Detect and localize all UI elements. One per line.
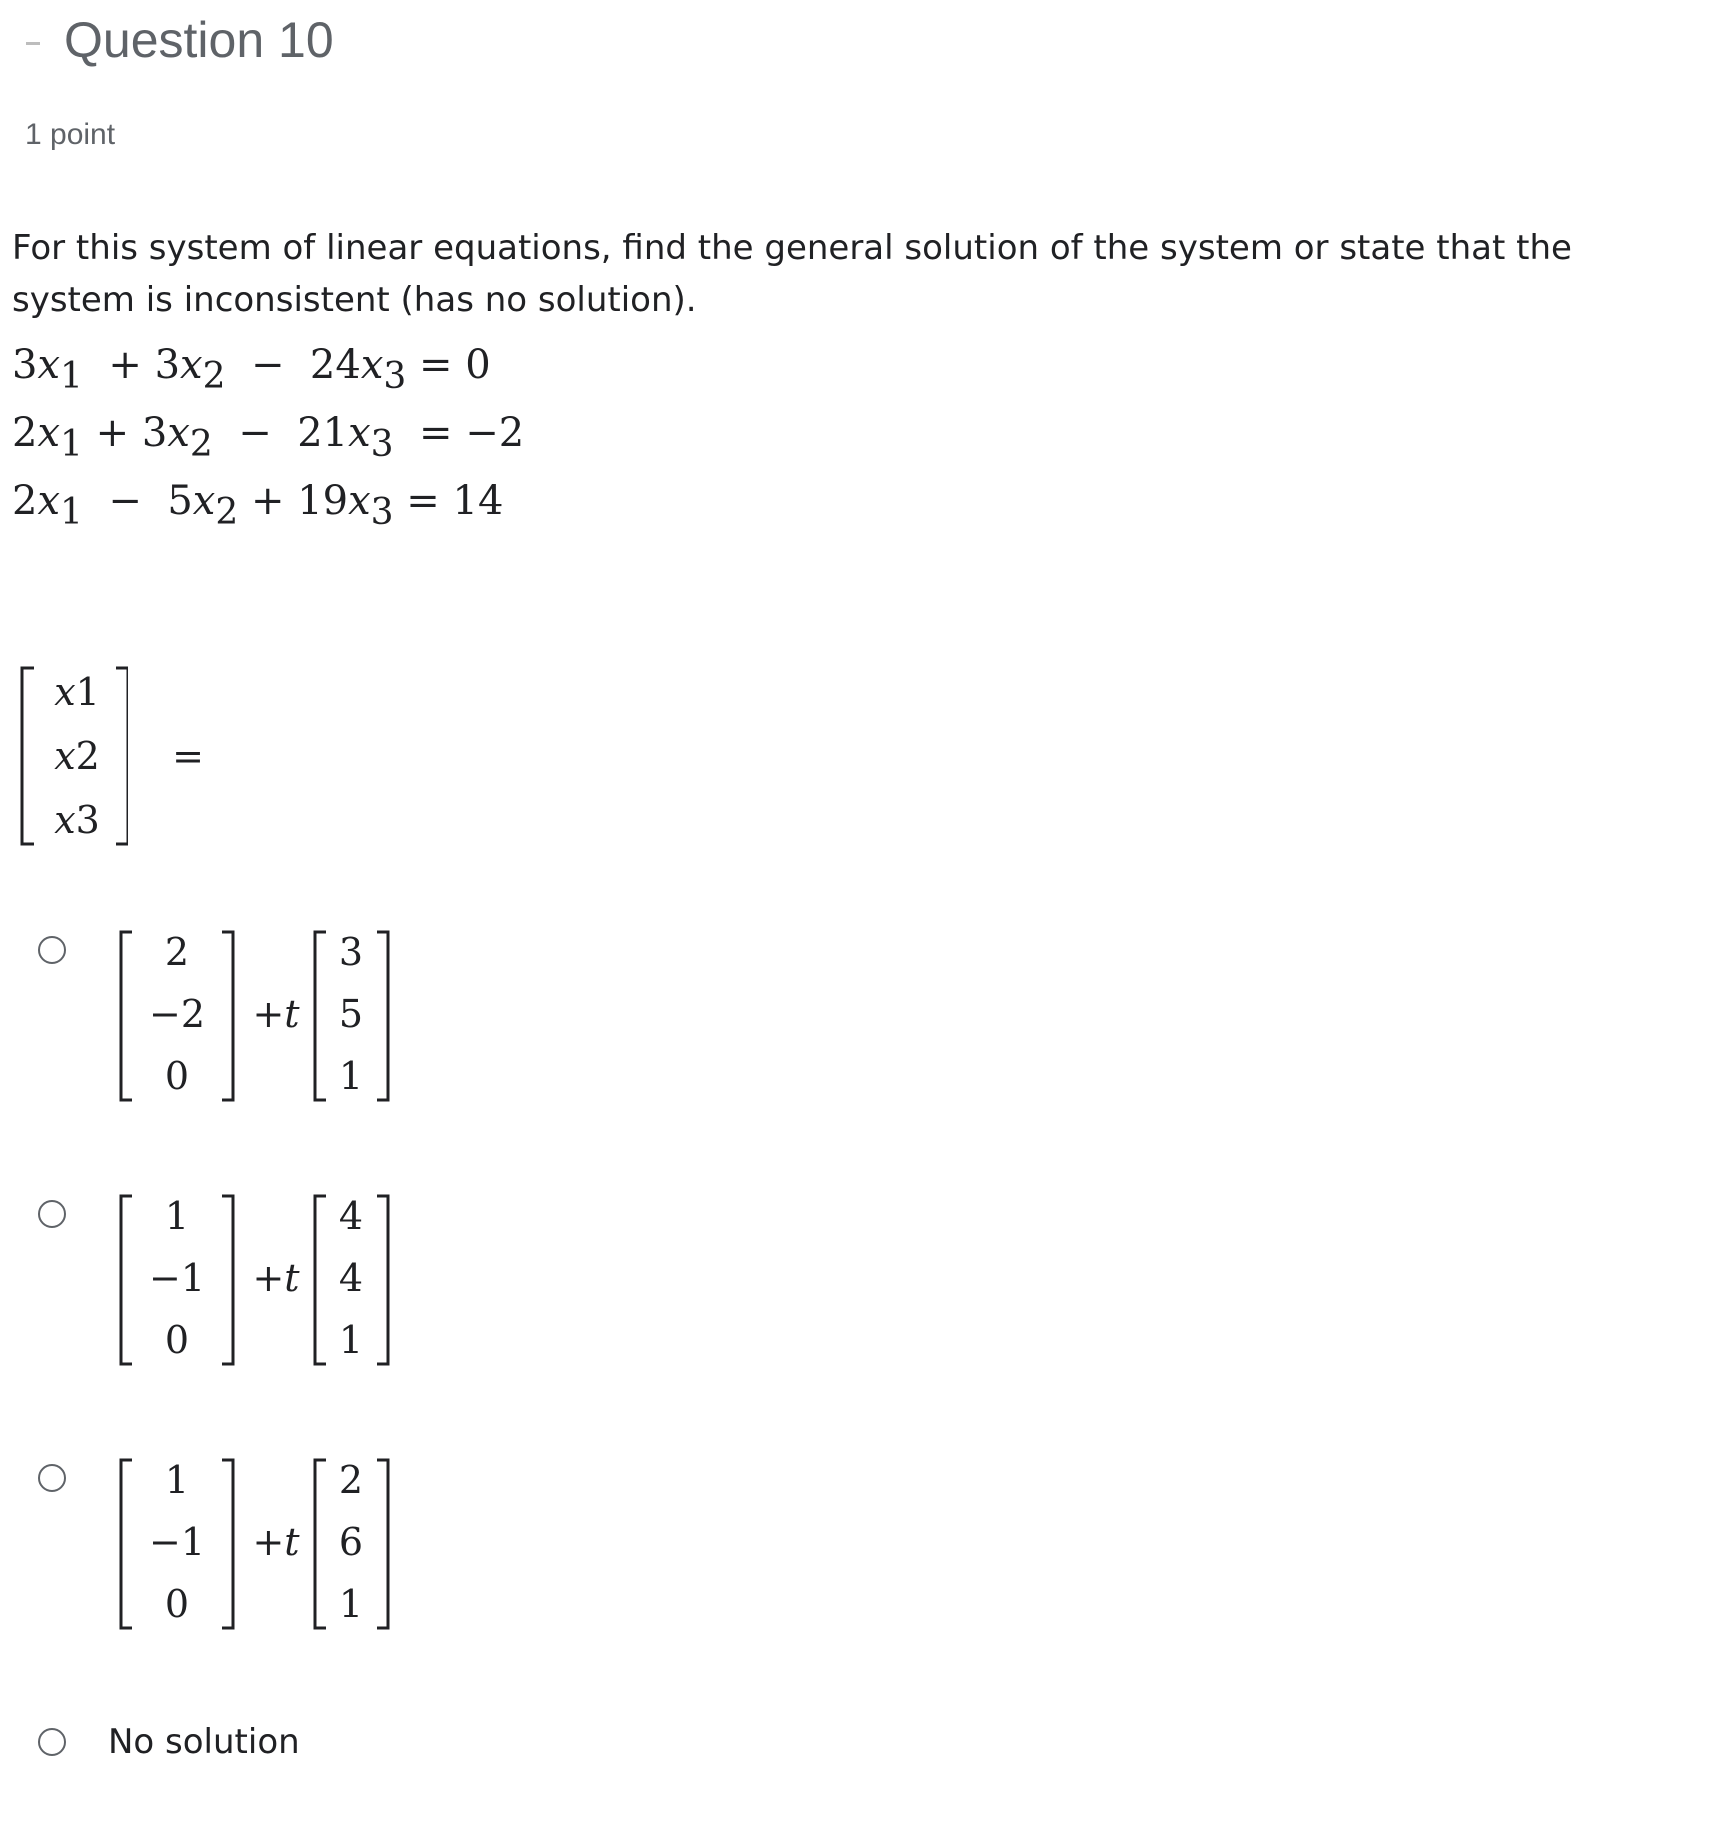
option-1-d3: 1 <box>338 1054 364 1098</box>
option-1-p3: 0 <box>164 1054 190 1098</box>
option-3-d3: 1 <box>338 1582 364 1626</box>
option-3-d2: 6 <box>338 1520 364 1564</box>
vector-equals: = <box>172 734 204 778</box>
option-1-d1: 3 <box>338 930 364 974</box>
option-3-p3: 0 <box>164 1582 190 1626</box>
option-2-d2: 4 <box>338 1256 364 1300</box>
option-4-radio[interactable] <box>38 1728 66 1756</box>
var-x1: x1 <box>54 670 100 714</box>
equation-row-1: 3x1 + 3x2 − 24x3 = 0 <box>12 342 491 397</box>
option-2-radio[interactable] <box>38 1200 66 1228</box>
variable-vector <box>18 660 128 850</box>
question-prompt: For this system of linear equations, find the general solution of the system or state that the system is inconsistent (has no solution). <box>12 228 1572 320</box>
option-2-d3: 1 <box>338 1318 364 1362</box>
option-2-p1: 1 <box>164 1194 190 1238</box>
option-2-join: +t <box>252 1256 300 1300</box>
option-2-p2: −1 <box>148 1256 206 1300</box>
option-3-answer[interactable] <box>118 1458 398 1633</box>
option-1-join: +t <box>252 992 300 1036</box>
option-1-d2: 5 <box>338 992 364 1036</box>
option-1-p1: 2 <box>164 930 190 974</box>
option-3-d1: 2 <box>338 1458 364 1502</box>
option-2-answer[interactable] <box>118 1194 398 1369</box>
question-points: 1 point <box>25 118 116 151</box>
option-3-p1: 1 <box>164 1458 190 1502</box>
var-x3: x3 <box>54 798 100 842</box>
option-1-answer[interactable] <box>118 930 398 1105</box>
option-2-p3: 0 <box>164 1318 190 1362</box>
option-3-p2: −1 <box>148 1520 206 1564</box>
option-3-join: +t <box>252 1520 300 1564</box>
option-1-p2: −2 <box>148 992 206 1036</box>
collapse-dash-icon <box>26 42 40 45</box>
option-2-d1: 4 <box>338 1194 364 1238</box>
equation-row-3: 2x1 − 5x2 + 19x3 = 14 <box>12 478 504 533</box>
var-x2: x2 <box>54 734 100 778</box>
option-3-radio[interactable] <box>38 1464 66 1492</box>
equation-row-2: 2x1 + 3x2 − 21x3 = −2 <box>12 410 525 465</box>
option-1-radio[interactable] <box>38 936 66 964</box>
option-no-solution-label[interactable]: No solution <box>108 1722 300 1762</box>
question-title: Question 10 <box>64 12 334 68</box>
